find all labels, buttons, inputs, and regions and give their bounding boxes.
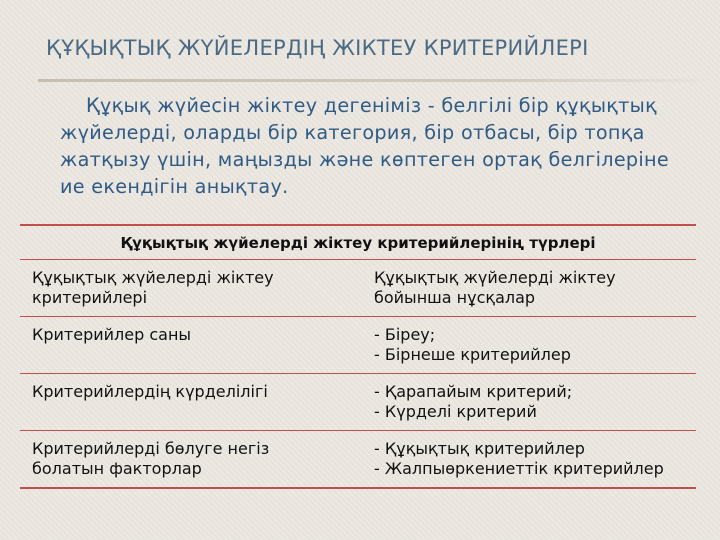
table-header: Құқықтық жүйелерді жіктеу критерийлерінің түрлері [20, 225, 696, 260]
option-line: Құқықтық жүйелерді жіктеу бойынша нұсқалар [374, 268, 616, 307]
table-header-row [20, 225, 696, 260]
option-line: - Бірнеше критерийлер [374, 345, 571, 364]
title-divider [38, 79, 720, 82]
criteria-table [20, 224, 696, 489]
criterion-cell: Критерийлер саны [20, 317, 354, 374]
option-line: - Біреу; [374, 325, 436, 344]
criterion-cell: Критерийлерді бөлуге негіз болатын факторлар [20, 431, 354, 489]
option-line: - Жалпыөркениеттік критерийлер [374, 459, 664, 478]
options-cell [354, 431, 696, 489]
table-row [20, 317, 696, 374]
options-cell [354, 260, 696, 317]
criterion-cell: Критерийлердің күрделілігі [20, 374, 354, 431]
option-line: - Қарапайым критерий; [374, 382, 573, 401]
slide-title: ҚҰҚЫҚТЫҚ ЖҮЙЕЛЕРДІҢ ЖІКТЕУ КРИТЕРИЙЛЕРІ [46, 36, 589, 60]
option-line: - Құқықтық критерийлер [374, 439, 585, 458]
table-row [20, 260, 696, 317]
intro-text: Құқық жүйесін жіктеу дегеніміз - белгілі бір құқықтық жүйелерді, оларды бір категория, бір отбасы, бір топқа жатқызу үшін, маңызды және көптеген ортақ белгілеріне ие екендігін анықтау. [60, 94, 669, 198]
intro-paragraph [60, 92, 700, 200]
option-line: - Күрделі критерий [374, 402, 537, 421]
table-row [20, 431, 696, 489]
options-cell [354, 374, 696, 431]
options-cell [354, 317, 696, 374]
criterion-cell: Құқықтық жүйелерді жіктеу критерийлері [20, 260, 354, 317]
table-row [20, 374, 696, 431]
